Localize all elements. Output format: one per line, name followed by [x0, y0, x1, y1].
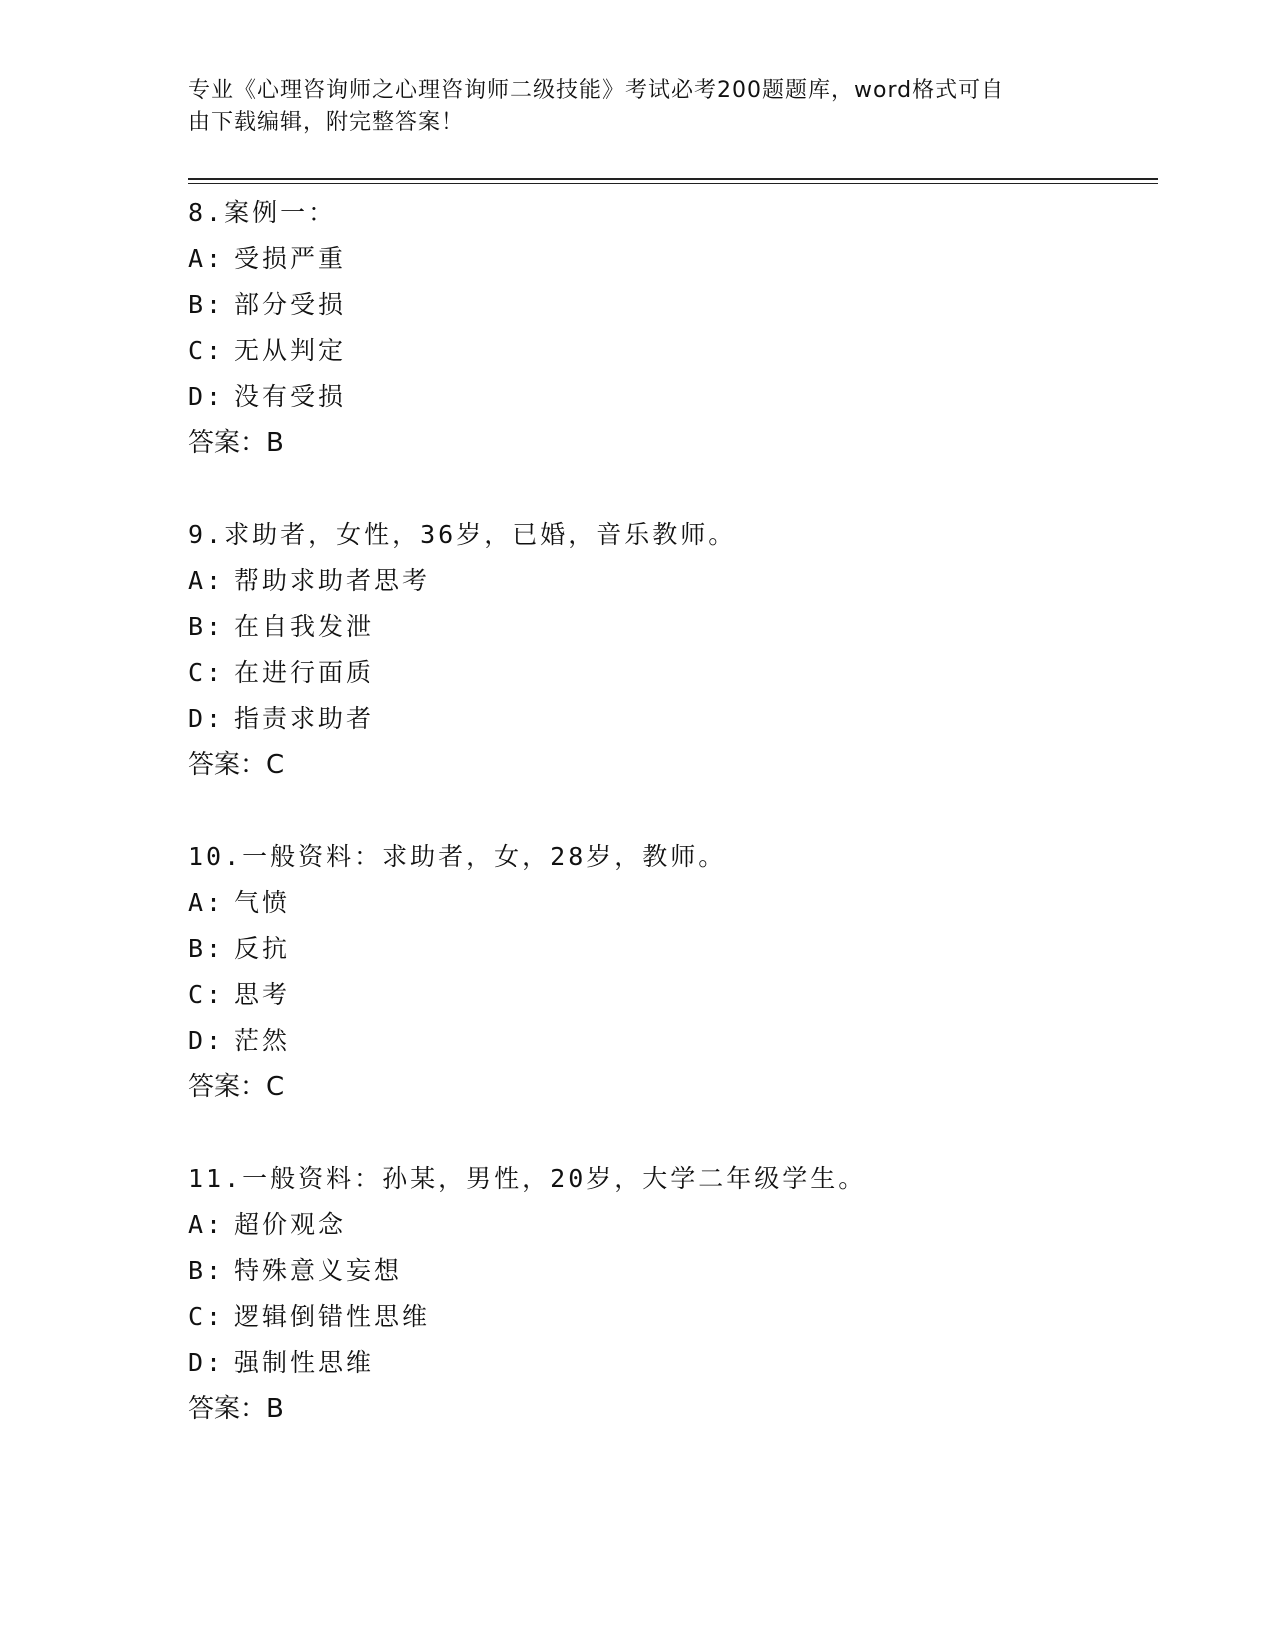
option-text: 思考: [234, 980, 291, 1009]
option-text: 反抗: [234, 934, 291, 963]
option-d: [188, 374, 1158, 420]
option-c: [188, 1294, 1158, 1340]
option-text: 在自我发泄: [234, 612, 375, 641]
question-stem: 8.案例一：: [188, 198, 337, 227]
option-a: [188, 880, 1158, 926]
question-item: [188, 834, 1158, 1110]
option-text: 帮助求助者思考: [234, 566, 431, 595]
question-item: [188, 512, 1158, 788]
option-letter: D:: [188, 382, 225, 411]
option-c: [188, 972, 1158, 1018]
option-text: 特殊意义妄想: [234, 1256, 403, 1285]
option-letter: A:: [188, 888, 225, 917]
header-line-1: 专业《心理咨询师之心理咨询师二级技能》考试必考200题题库，word格式可自: [188, 78, 1005, 103]
option-text: 强制性思维: [234, 1348, 375, 1377]
option-text: 逻辑倒错性思维: [234, 1302, 431, 1331]
header-line-2: 由下载编辑，附完整答案！: [188, 110, 465, 135]
option-b: [188, 282, 1158, 328]
option-letter: C:: [188, 658, 225, 687]
header-divider-thick: [188, 178, 1158, 180]
option-c: [188, 650, 1158, 696]
option-letter: A:: [188, 566, 225, 595]
option-text: 超价观念: [234, 1210, 347, 1239]
option-text: 受损严重: [234, 244, 347, 273]
option-b: [188, 926, 1158, 972]
option-a: [188, 1202, 1158, 1248]
option-text: 在进行面质: [234, 658, 375, 687]
option-letter: A:: [188, 1210, 225, 1239]
option-letter: C:: [188, 336, 225, 365]
option-text: 没有受损: [234, 382, 347, 411]
option-b: [188, 604, 1158, 650]
question-item: [188, 190, 1158, 466]
answer-line: 答案：B: [188, 428, 284, 458]
option-text: 气愤: [234, 888, 291, 917]
header-divider-thin: [188, 183, 1158, 184]
question-stem: 10.一般资料：求助者，女，28岁，教师。: [188, 842, 727, 871]
question-item: [188, 1156, 1158, 1432]
option-letter: B:: [188, 934, 225, 963]
option-b: [188, 1248, 1158, 1294]
option-text: 无从判定: [234, 336, 347, 365]
option-c: [188, 328, 1158, 374]
option-letter: D:: [188, 1026, 225, 1055]
answer-line: 答案：C: [188, 750, 285, 780]
option-a: [188, 236, 1158, 282]
option-a: [188, 558, 1158, 604]
option-d: [188, 1340, 1158, 1386]
option-letter: B:: [188, 1256, 225, 1285]
answer-line: 答案：B: [188, 1394, 284, 1424]
option-letter: C:: [188, 1302, 225, 1331]
option-letter: B:: [188, 290, 225, 319]
answer-line: 答案：C: [188, 1072, 285, 1102]
option-text: 茫然: [234, 1026, 291, 1055]
option-text: 指责求助者: [234, 704, 375, 733]
document-header: [188, 75, 1068, 139]
option-letter: D:: [188, 704, 225, 733]
option-letter: A:: [188, 244, 225, 273]
question-stem: 11.一般资料：孙某，男性，20岁，大学二年级学生。: [188, 1164, 867, 1193]
option-d: [188, 1018, 1158, 1064]
option-letter: D:: [188, 1348, 225, 1377]
question-list: [188, 190, 1158, 1478]
option-d: [188, 696, 1158, 742]
option-text: 部分受损: [234, 290, 347, 319]
option-letter: B:: [188, 612, 225, 641]
option-letter: C:: [188, 980, 225, 1009]
question-stem: 9.求助者，女性，36岁，已婚，音乐教师。: [188, 520, 737, 549]
